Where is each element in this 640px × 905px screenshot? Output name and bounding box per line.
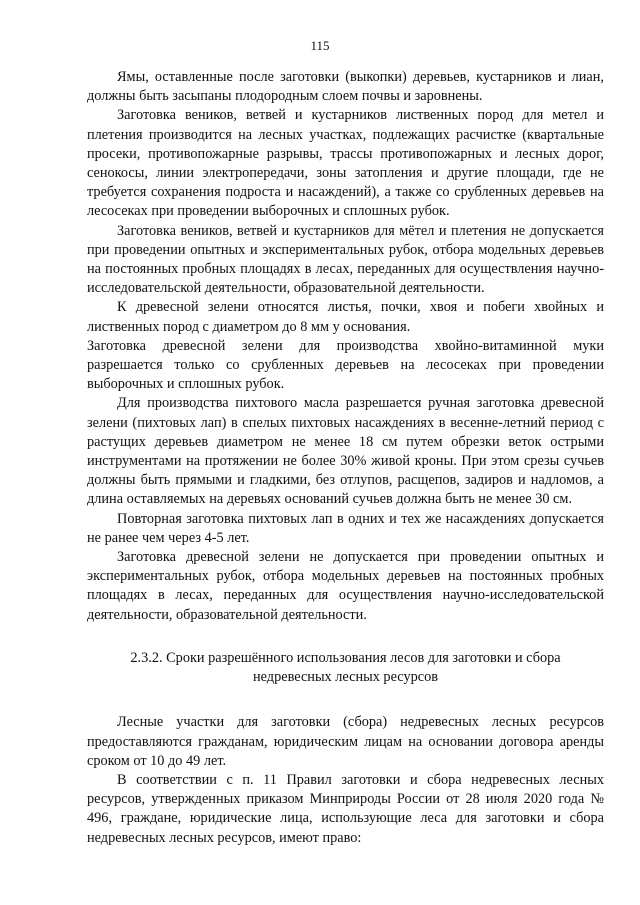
paragraph: Лесные участки для заготовки (сбора) недревесных лесных ресурсов предоставляются гражданам, юридическим лицам на основании договора аренды сроком от 10 до 49 лет. xyxy=(87,714,604,769)
paragraph: Повторная заготовка пихтовых лап в одних и тех же насаждениях допускается не ранее чем через 4-5 лет. xyxy=(87,510,604,546)
paragraph: Заготовка веников, ветвей и кустарников для мётел и плетения не допускается при проведении опытных и экспериментальных рубок, отбора модельных деревьев на постоянных пробных площадях в лесах, переданных для осуществления научно-исследовательской деятельности, образовательной деятельности. xyxy=(87,222,604,297)
paragraph: Заготовка древесной зелени не допускается при проведении опытных и экспериментальных рубок, отбора модельных деревьев на постоянных пробных площадях в лесах, переданных для осуществления научно-исследовательской деятельности, образовательной деятельности. xyxy=(87,549,604,623)
document-body xyxy=(87,68,604,848)
paragraph: Для производства пихтового масла разрешается ручная заготовка древесной зелени (пихтовых лап) в спелых пихтовых насаждениях в весенне-летний период с растущих деревьев диаметром не менее 18 см путем обрезки веток острыми инструментами на протяжении не более 30% живой кроны. При этом срезы сучьев должны быть прямыми и гладкими, без отлупов, расщепов, задиров и надломов, а длина оставляемых на деревьях оснований сучьев должна быть не менее 30 см. xyxy=(87,395,604,508)
page-number: 115 xyxy=(310,38,330,53)
section-heading-line: недревесных лесных ресурсов xyxy=(253,669,438,686)
paragraph: Заготовка древесной зелени для производства хвойно-витаминной муки разрешается только со срубленных деревьев на лесосеках при проведении выборочных и сплошных рубок. xyxy=(87,337,604,393)
section-heading xyxy=(87,649,604,687)
paragraph: Ямы, оставленные после заготовки (выкопки) деревьев, кустарников и лиан, должны быть засыпаны плодородным слоем почвы и заровнены. xyxy=(87,69,604,105)
paragraph: К древесной зелени относятся листья, почки, хвоя и побеги хвойных и лиственных пород с диаметром до 8 мм у основания. xyxy=(87,299,604,335)
paragraph: Заготовка веников, ветвей и кустарников лиственных пород для метел и плетения производится на лесных участках, подлежащих расчистке (квартальные просеки, противопожарные разрывы, трассы противопожарных и лесных дорог, сенокосы, линии электропередачи, зоны затопления и другие площади, где не требуется сохранения подроста и насаждений), а также со срубленных деревьев на лесосеках при проведении выборочных и сплошных рубок. xyxy=(87,107,604,220)
paragraph: В соответствии с п. 11 Правил заготовки и сбора недревесных лесных ресурсов, утвержденных приказом Минприроды России от 28 июля 2020 года № 496, граждане, юридические лица, использующие леса для заготовки и сбора недревесных лесных ресурсов, имеют право: xyxy=(87,771,604,846)
section-heading-line: 2.3.2. Сроки разрешённого использования лесов для заготовки и сбора xyxy=(130,649,561,666)
